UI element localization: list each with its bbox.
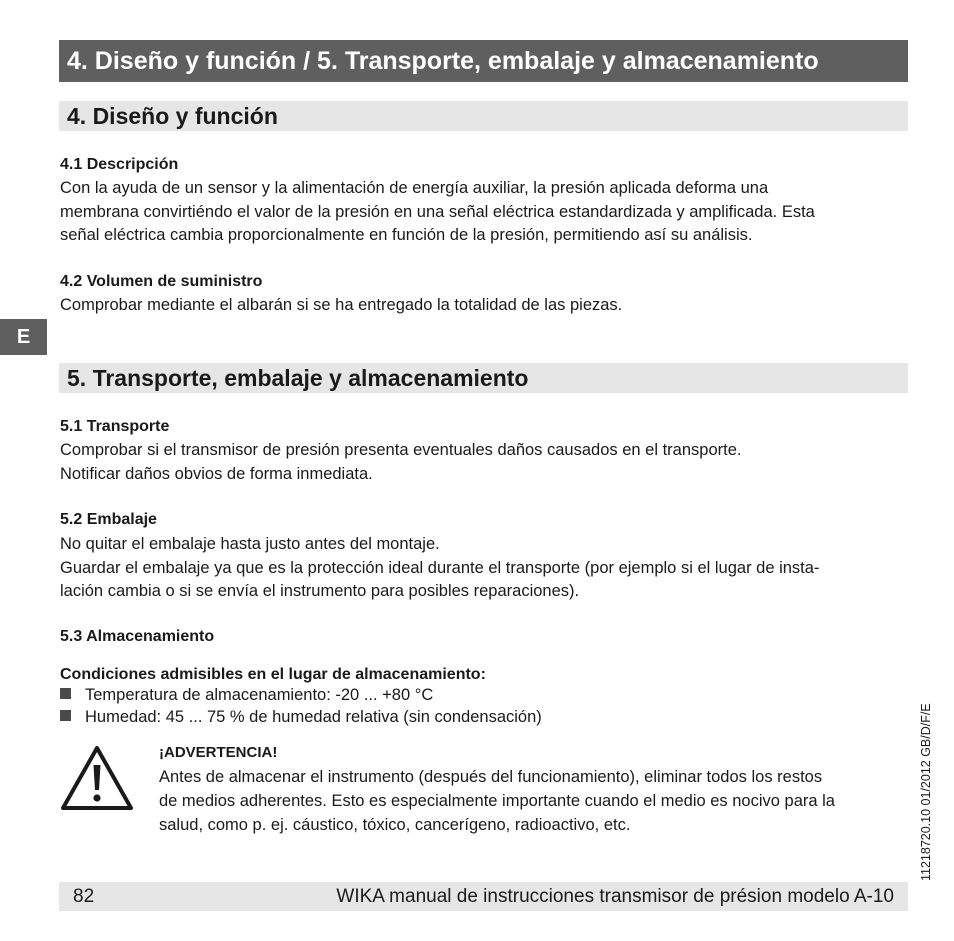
subsection-5-1-heading: 5.1 Transporte [60, 418, 170, 435]
text-line: lación cambia o si se envía el instrumento para posibles reparaciones). [60, 582, 580, 600]
bullet-square-icon [60, 688, 71, 699]
list-item [60, 708, 542, 727]
subsection-5-2-heading: 5.2 Embalaje [60, 511, 157, 528]
warning-title: ¡ADVERTENCIA! [159, 744, 278, 761]
subsection-5-3-heading: 5.3 Almacenamiento [60, 628, 215, 645]
subsection-5-2-text [60, 533, 910, 604]
text-line: señal eléctrica cambia proporcionalmente en función de la presión, permitiendo así su análisis. [60, 226, 753, 244]
text-line: membrana convirtiéndo el valor de la presión en una señal eléctrica estandardizada y amplificada. Esta [60, 202, 815, 221]
text-line: Guardar el embalaje ya que es la protección ideal durante el transporte (por ejemplo si el lugar de insta- [60, 558, 820, 577]
text-line: Comprobar si el transmisor de presión presenta eventuales daños causados en el transporte. [60, 441, 742, 459]
bullet-square-icon [60, 710, 71, 721]
text-line: Comprobar mediante el albarán si se ha entregado la totalidad de las piezas. [60, 296, 623, 314]
subsection-4-2-heading: 4.2 Volumen de suministro [60, 273, 263, 290]
section-4-title: 4. Diseño y función [59, 101, 908, 131]
text-line: No quitar el embalaje hasta justo antes del montaje. [60, 535, 440, 553]
subsection-5-1-text [60, 439, 910, 486]
subsection-4-1-text [60, 177, 910, 248]
storage-conditions-heading: Condiciones admisibles en el lugar de almacenamiento: [60, 666, 486, 683]
warning-text [159, 765, 909, 837]
language-tab: E [0, 319, 47, 355]
page-title: 4. Diseño y función / 5. Transporte, embalaje y almacenamiento [59, 40, 908, 82]
warning-triangle-icon [60, 745, 134, 811]
footer-text: WIKA manual de instrucciones transmisor de présion modelo A-10 [336, 886, 894, 907]
list-item-text: Temperatura de almacenamiento: -20 ... +80 °C [85, 686, 434, 704]
text-line: salud, como p. ej. cáustico, tóxico, cancerígeno, radioactivo, etc. [159, 816, 631, 834]
subsection-4-1-heading: 4.1 Descripción [60, 156, 179, 173]
text-line: de medios adherentes. Esto es especialmente importante cuando el medio es nocivo para la [159, 792, 835, 810]
list-item-text: Humedad: 45 ... 75 % de humedad relativa (sin condensación) [85, 708, 542, 726]
document-code: 11218720.10 01/2012 GB/D/F/E [919, 703, 933, 881]
page-number: 82 [73, 886, 95, 907]
list-item [60, 686, 433, 705]
section-5-title: 5. Transporte, embalaje y almacenamiento [59, 363, 908, 393]
text-line: Notificar daños obvios de forma inmediata. [60, 464, 373, 483]
page-footer [59, 882, 908, 911]
text-line: Antes de almacenar el instrumento (después del funcionamiento), eliminar todos los restos [159, 768, 823, 786]
subsection-4-2-text [60, 294, 910, 318]
text-line: Con la ayuda de un sensor y la alimentación de energía auxiliar, la presión aplicada deforma una [60, 179, 769, 197]
